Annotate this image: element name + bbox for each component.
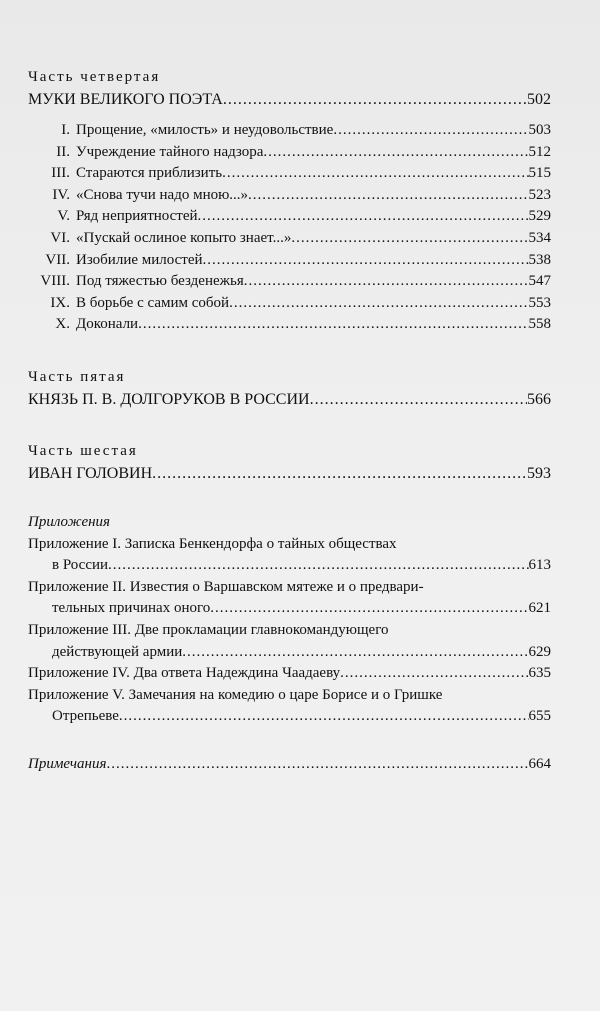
chapter-row	[28, 271, 551, 293]
appendix-page: 655	[528, 708, 551, 725]
part6-title: ИВАН ГОЛОВИН	[28, 464, 153, 482]
part4-page: 502	[527, 91, 551, 108]
chapter-num: III.	[51, 165, 70, 182]
chapter-title: В борьбе с самим собой	[76, 294, 230, 311]
part4-chapters	[28, 120, 551, 336]
chapter-title: «Снова тучи надо мною...»	[76, 186, 249, 203]
part5-label: Часть пятая	[28, 368, 126, 385]
chapter-row	[28, 293, 551, 315]
chapter-page: 538	[528, 251, 551, 268]
chapter-page: 523	[528, 186, 551, 203]
chapter-row	[28, 250, 551, 272]
chapter-row	[28, 314, 551, 336]
part4-title: МУКИ ВЕЛИКОГО ПОЭТА	[28, 91, 223, 108]
part5-title: КНЯЗЬ П. В. ДОЛГОРУКОВ В РОССИИ	[28, 390, 310, 408]
chapter-num: X.	[55, 316, 70, 333]
appendix-page: 635	[528, 665, 551, 682]
part6-label: Часть шестая	[28, 442, 138, 459]
chapter-page: 512	[528, 143, 551, 160]
notes-entry	[28, 754, 551, 776]
leader-dots	[223, 88, 527, 112]
chapter-row	[28, 120, 551, 142]
leader-dots	[182, 642, 528, 664]
table-of-contents	[28, 66, 551, 775]
chapter-num: I.	[61, 122, 70, 138]
chapter-title: Доконали	[76, 316, 139, 333]
leader-dots	[138, 314, 528, 336]
chapter-num: IV.	[52, 186, 70, 203]
leader-dots	[152, 462, 527, 486]
chapter-page: 547	[528, 273, 551, 290]
chapter-page: 534	[528, 229, 551, 246]
part5-page: 566	[527, 390, 551, 408]
chapter-page: 515	[528, 165, 551, 182]
leader-dots	[291, 228, 528, 250]
chapter-page: 553	[528, 294, 551, 311]
leader-dots	[263, 142, 528, 164]
appendix-entry	[28, 685, 551, 728]
appendix-title: Приложение III. Две прокламации главнокомандующего	[28, 621, 389, 638]
chapter-title: Учреждение тайного надзора	[76, 143, 264, 160]
leader-dots	[203, 250, 529, 272]
chapter-title: Прощение, «милость» и неудовольствие	[76, 122, 334, 138]
leader-dots	[310, 388, 527, 412]
appendix-entry	[28, 534, 551, 577]
leader-dots	[106, 754, 528, 776]
notes-page: 664	[528, 755, 551, 772]
chapter-row	[28, 206, 551, 228]
part4-label: Часть четвертая	[28, 69, 161, 85]
leader-dots	[210, 598, 528, 620]
appendix-page: 613	[528, 557, 551, 574]
appendix-entry	[28, 620, 551, 663]
chapter-row	[28, 185, 551, 207]
chapter-title: Изобилие милостей	[76, 251, 203, 268]
leader-dots	[119, 706, 529, 728]
part6-entry	[28, 462, 551, 486]
chapter-num: VI.	[50, 229, 70, 246]
leader-dots	[198, 206, 529, 228]
chapter-num: II.	[56, 143, 70, 160]
chapter-num: V.	[57, 208, 70, 225]
appendix-entry	[28, 663, 551, 685]
chapter-title: «Пускай ослиное копыто знает...»	[76, 229, 292, 246]
leader-dots	[340, 663, 528, 685]
leader-dots	[244, 271, 529, 293]
part4-entry	[28, 88, 551, 112]
chapter-page: 558	[528, 316, 551, 333]
chapter-page: 529	[528, 208, 551, 225]
appendix-title: Приложение II. Известия о Варшавском мятеже и о предвари-	[28, 578, 424, 595]
leader-dots	[229, 293, 528, 315]
chapter-row	[28, 163, 551, 185]
appendix-page: 629	[528, 643, 551, 660]
appendix-title-cont: действующей армии	[52, 643, 183, 660]
chapter-page: 503	[528, 122, 551, 138]
appendix-page: 621	[528, 600, 551, 617]
appendix-entry	[28, 577, 551, 620]
part6-page: 593	[527, 464, 551, 482]
chapter-row	[28, 228, 551, 250]
part5-entry	[28, 388, 551, 412]
appendix-title: Приложение V. Замечания на комедию о царе Борисе и о Гришке	[28, 686, 443, 703]
chapter-title: Стараются приблизить	[76, 165, 223, 182]
appendix-title-cont: Отрепьеве	[52, 708, 119, 725]
appendix-title-cont: тельных причинах оного	[52, 600, 211, 617]
appendix-title: Приложение I. Записка Бенкендорфа о тайных обществах	[28, 535, 397, 552]
appendices-label: Приложения	[28, 513, 111, 530]
chapter-num: VII.	[45, 251, 70, 268]
appendix-title: Приложение IV. Два ответа Надеждина Чаадаеву	[28, 665, 341, 682]
chapter-title: Под тяжестью безденежья	[76, 273, 244, 290]
chapter-num: VIII.	[40, 273, 70, 290]
chapter-title: Ряд неприятностей	[76, 208, 198, 225]
chapter-num: IX.	[50, 294, 70, 311]
leader-dots	[108, 555, 528, 577]
leader-dots	[333, 120, 528, 142]
leader-dots	[248, 185, 528, 207]
appendix-title-cont: в России	[52, 557, 109, 574]
notes-title: Примечания	[28, 755, 107, 772]
chapter-row	[28, 142, 551, 164]
leader-dots	[222, 163, 528, 185]
